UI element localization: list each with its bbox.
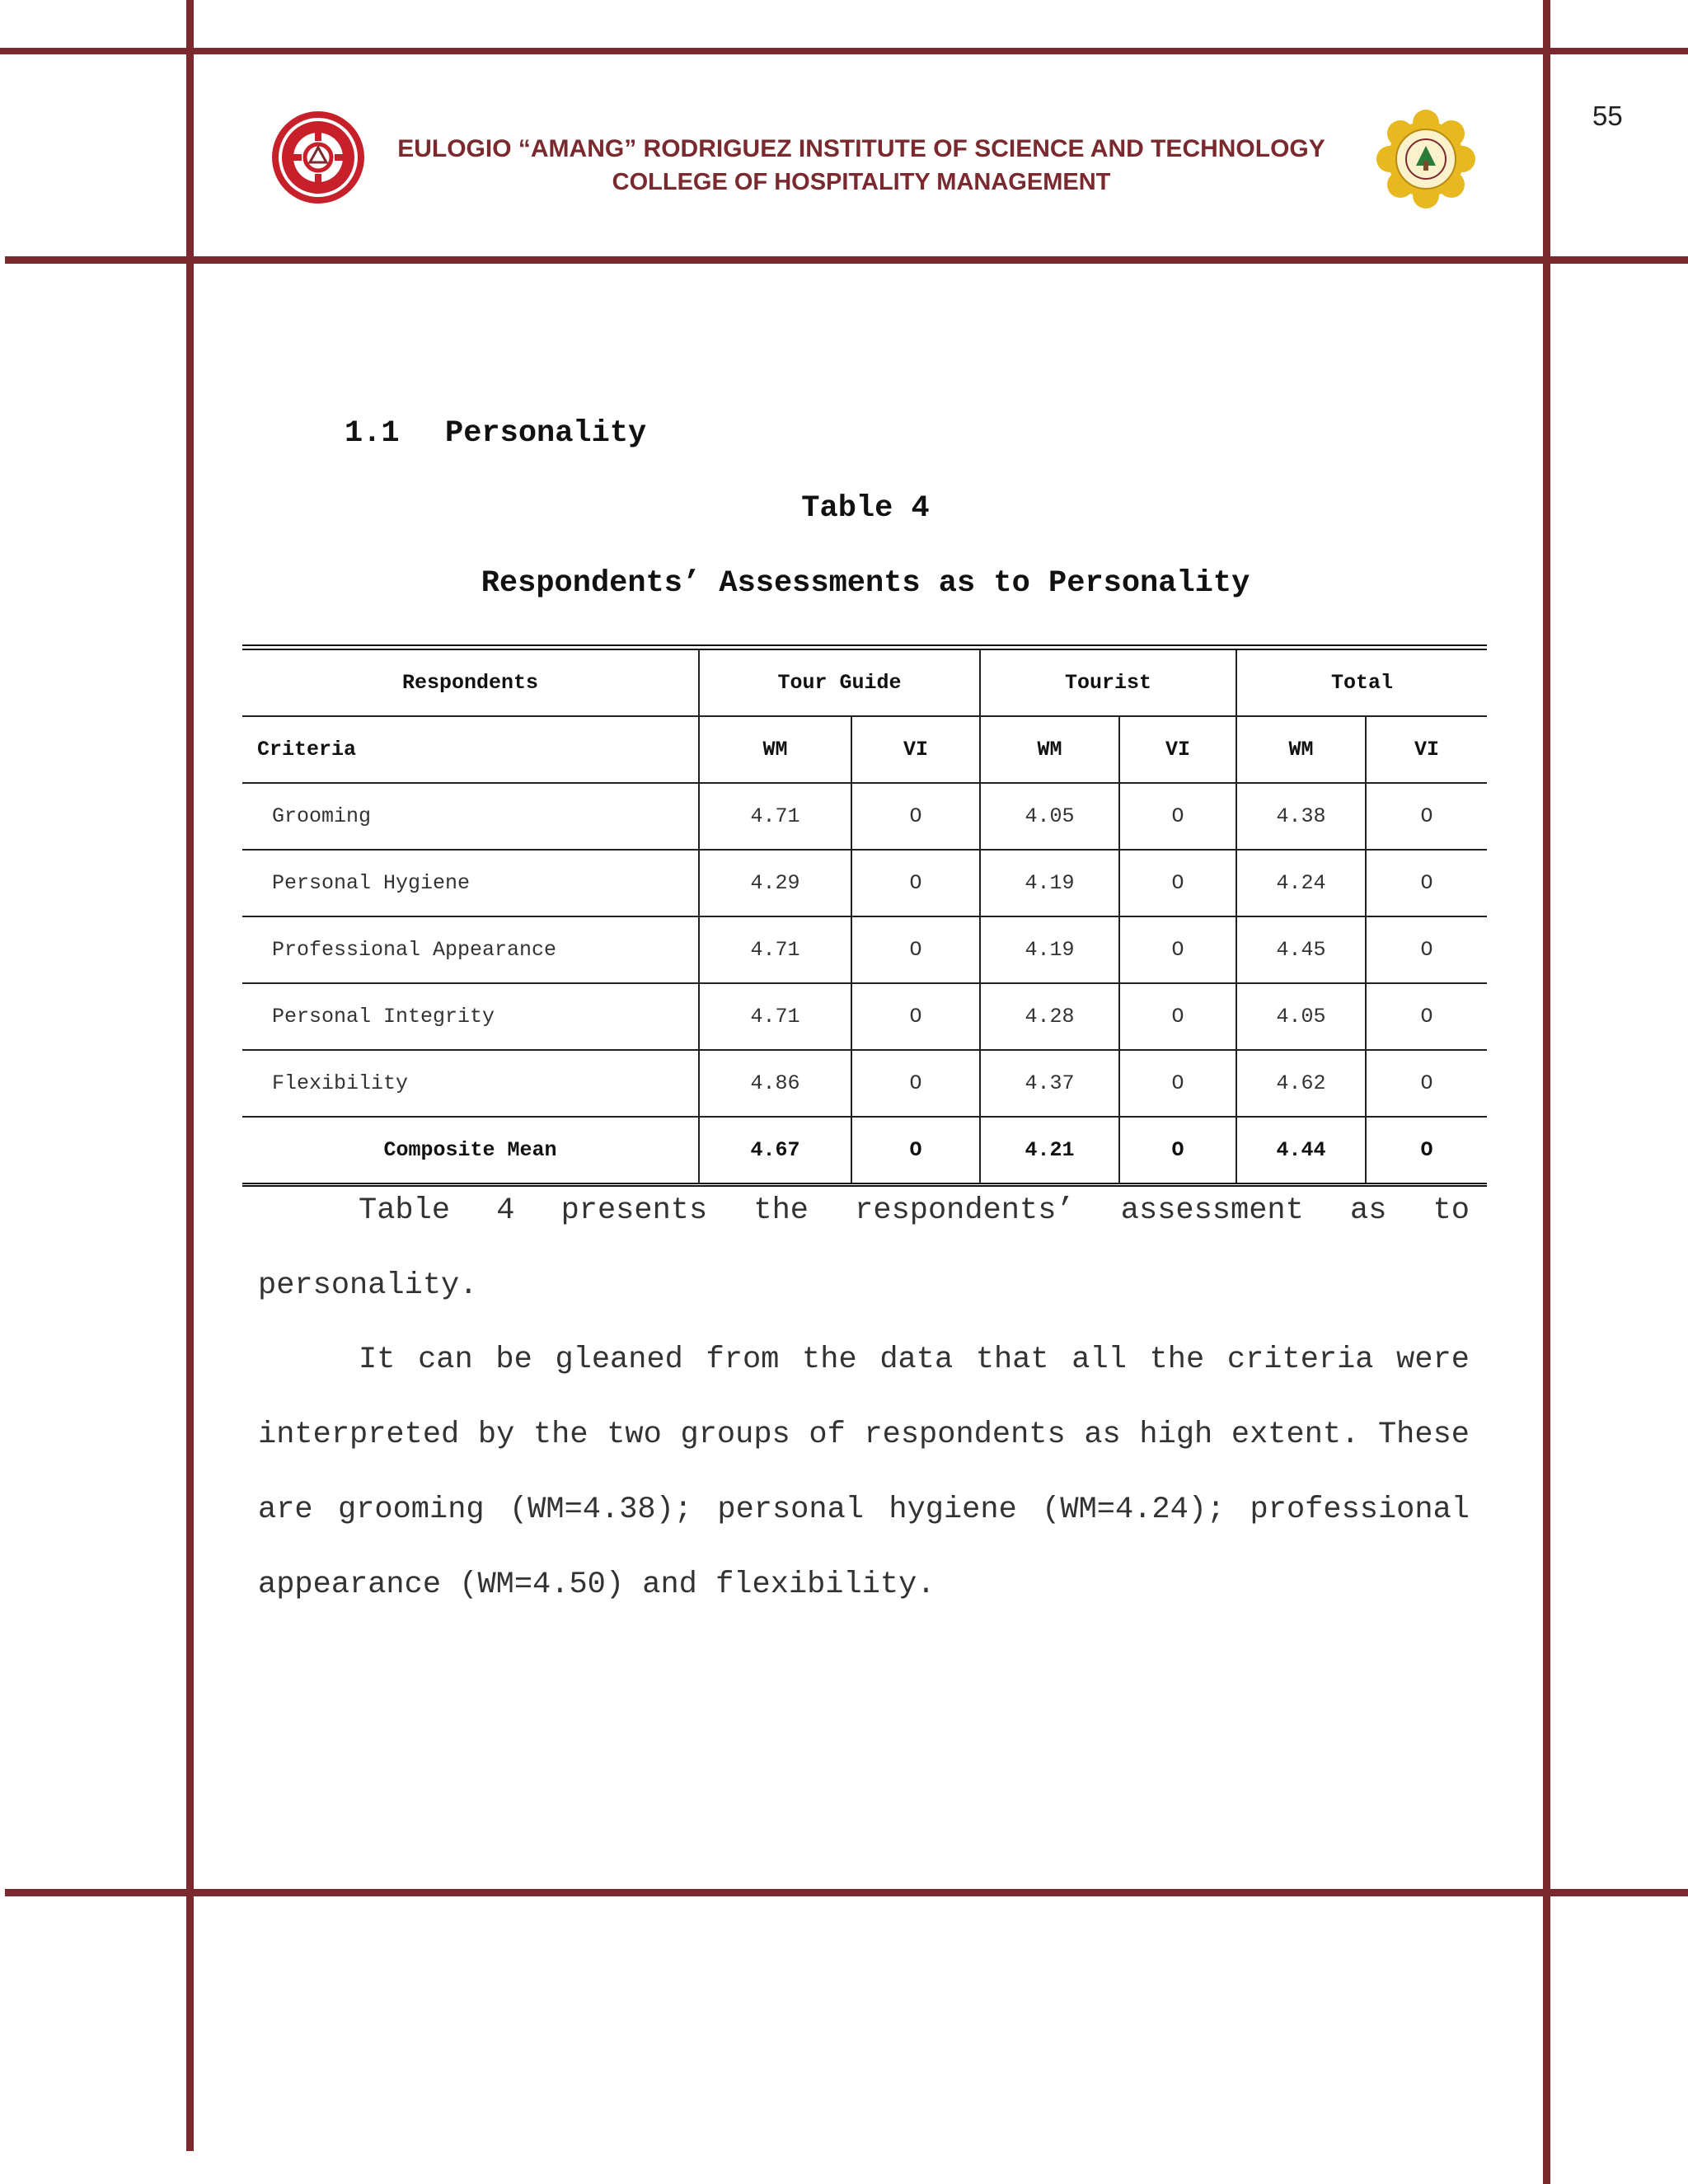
total-vi-cell: O [1366,1117,1487,1185]
tourist-header: Tourist [980,648,1236,717]
wm-header: WM [980,716,1119,783]
table-label: Table 4 [801,491,930,526]
right-border-rule [1543,0,1550,2184]
paragraph-text: Table 4 presents the respondents’ assessment as to personality. [258,1193,1470,1303]
tourist-vi-cell: O [1119,916,1236,983]
table-sub-header-row [242,716,1487,783]
tourist-vi-cell: O [1119,983,1236,1050]
total-vi-cell: O [1366,783,1487,850]
criteria-cell: Professional Appearance [242,916,699,983]
top-border-rule [0,48,1688,54]
tour-guide-vi-cell: O [851,1050,980,1117]
total-wm-cell: 4.45 [1236,916,1366,983]
tour-guide-vi-cell: O [851,916,980,983]
tour-guide-vi-cell: O [851,850,980,916]
tour-guide-vi-cell: O [851,1117,980,1185]
table-row [242,783,1487,850]
paragraph [258,1323,1470,1623]
total-vi-cell: O [1366,1050,1487,1117]
tour-guide-wm-cell: 4.71 [699,983,851,1050]
section-title: Personality [445,416,647,451]
tourist-wm-cell: 4.21 [980,1117,1119,1185]
tourist-vi-cell: O [1119,1117,1236,1185]
tourist-vi-cell: O [1119,783,1236,850]
total-wm-cell: 4.05 [1236,983,1366,1050]
tour-guide-vi-cell: O [851,783,980,850]
section-number: 1.1 [345,416,400,451]
total-vi-cell: O [1366,850,1487,916]
tour-guide-header: Tour Guide [699,648,980,717]
total-wm-cell: 4.62 [1236,1050,1366,1117]
section-heading [345,416,646,451]
respondents-header: Respondents [401,671,539,695]
composite-mean-label: Composite Mean [242,1117,699,1185]
institute-seal-icon [270,110,366,205]
page-number: 55 [1592,101,1623,131]
tourist-wm-cell: 4.37 [980,1050,1119,1117]
header-separator-rule [5,256,1688,264]
table-group-header-row [242,648,1487,717]
tourist-wm-cell: 4.19 [980,916,1119,983]
total-wm-cell: 4.44 [1236,1117,1366,1185]
left-border-rule [186,0,194,2151]
criteria-cell: Personal Integrity [242,983,699,1050]
assessment-table [242,644,1487,1187]
tour-guide-vi-cell: O [851,983,980,1050]
tour-guide-wm-cell: 4.86 [699,1050,851,1117]
tourist-vi-cell: O [1119,1050,1236,1117]
tourist-vi-cell: O [1119,850,1236,916]
criteria-cell: Flexibility [242,1050,699,1117]
tourist-wm-cell: 4.05 [980,783,1119,850]
criteria-cell: Grooming [242,783,699,850]
table-row [242,983,1487,1050]
total-wm-cell: 4.24 [1236,850,1366,916]
institution-name: EULOGIO “AMANG” RODRIGUEZ INSTITUTE OF SCIENCE AND TECHNOLOGY [397,135,1325,162]
tour-guide-wm-cell: 4.29 [699,850,851,916]
college-seal-icon [1376,110,1475,209]
tour-guide-wm-cell: 4.67 [699,1117,851,1185]
wm-header: WM [699,716,851,783]
vi-header: VI [1119,716,1236,783]
total-wm-cell: 4.38 [1236,783,1366,850]
vi-header: VI [851,716,980,783]
table-row [242,850,1487,916]
tourist-wm-cell: 4.28 [980,983,1119,1050]
institution-header [387,133,1335,199]
total-header: Total [1236,648,1487,717]
table-title: Respondents’ Assessments as to Personality [481,566,1250,601]
table-row [242,1050,1487,1117]
tour-guide-wm-cell: 4.71 [699,783,851,850]
table-row [242,916,1487,983]
criteria-cell: Personal Hygiene [242,850,699,916]
criteria-header: Criteria [242,716,699,783]
footer-separator-rule [5,1889,1688,1896]
paragraph [258,1174,1470,1324]
wm-header: WM [1236,716,1366,783]
tourist-wm-cell: 4.19 [980,850,1119,916]
college-name: COLLEGE OF HOSPITALITY MANAGEMENT [612,169,1111,195]
total-vi-cell: O [1366,983,1487,1050]
vi-header: VI [1366,716,1487,783]
paragraph-text: It can be gleaned from the data that all the criteria were interpreted by the two groups of respondents as high extent. These are grooming (WM=4.38); personal hygiene (WM=4.24); professional appearance (WM=4.50) and flexibility. [258,1343,1470,1602]
tour-guide-wm-cell: 4.71 [699,916,851,983]
total-vi-cell: O [1366,916,1487,983]
